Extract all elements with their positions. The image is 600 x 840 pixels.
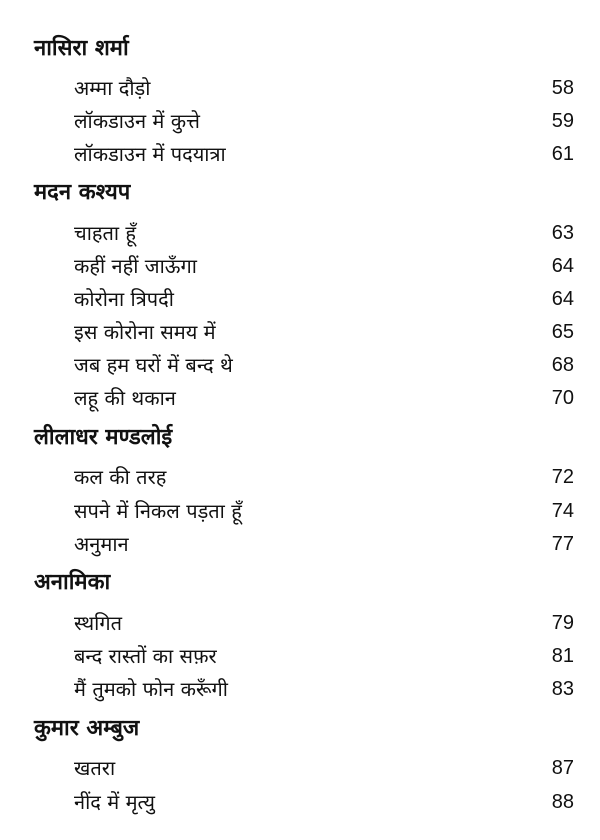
entry-page-number: 63 — [551, 222, 574, 244]
entry-page-number: 58 — [551, 77, 574, 99]
toc-entry — [74, 674, 574, 704]
entry-page-number: 68 — [551, 354, 574, 376]
entry-page-number: 81 — [551, 645, 574, 667]
entry-page-number: 70 — [551, 387, 574, 409]
entry-title: कहीं नहीं जाऊँगा — [74, 254, 197, 278]
toc-entry — [74, 641, 574, 671]
toc-entry — [74, 383, 574, 413]
toc-entry — [74, 251, 574, 281]
entry-page-number: 59 — [551, 110, 574, 132]
entry-title: कल की तरह — [74, 465, 167, 489]
toc-entry — [74, 787, 574, 817]
toc-entry — [74, 529, 574, 559]
entry-title: इस कोरोना समय में — [74, 320, 216, 344]
entry-title: लहू की थकान — [74, 386, 176, 410]
entry-title: लॉकडाउन में कुत्ते — [74, 109, 200, 133]
author-heading: अनामिका — [34, 570, 111, 595]
entry-page-number: 65 — [551, 321, 574, 343]
entry-title: चाहता हूँ — [74, 221, 137, 245]
entry-page-number: 77 — [551, 533, 574, 555]
entry-title: सपने में निकल पड़ता हूँ — [74, 499, 242, 523]
entry-title: अम्मा दौड़ो — [74, 76, 151, 100]
toc-entry — [74, 608, 574, 638]
toc-entry — [74, 753, 574, 783]
entry-title: जब हम घरों में बन्द थे — [74, 353, 233, 377]
entry-page-number: 83 — [551, 678, 574, 700]
toc-entry — [74, 73, 574, 103]
toc-entry — [74, 284, 574, 314]
toc-entry — [74, 218, 574, 248]
toc-entry — [74, 139, 574, 169]
entry-page-number: 61 — [551, 143, 574, 165]
entry-title: स्थगित — [74, 611, 122, 635]
entry-page-number: 87 — [551, 757, 574, 779]
toc-entry — [74, 106, 574, 136]
entry-page-number: 72 — [551, 466, 574, 488]
entry-title: लॉकडाउन में पदयात्रा — [74, 142, 226, 166]
entry-title: अनुमान — [74, 532, 129, 556]
entry-title: खतरा — [74, 756, 116, 780]
entry-page-number: 79 — [551, 612, 574, 634]
author-heading: कुमार अम्बुज — [34, 716, 140, 741]
toc-entry — [74, 350, 574, 380]
toc-entry — [74, 462, 574, 492]
entry-page-number: 64 — [551, 255, 574, 277]
author-heading: मदन कश्यप — [34, 180, 131, 205]
author-heading: नासिरा शर्मा — [34, 36, 129, 61]
entry-title: कोरोना त्रिपदी — [74, 287, 174, 311]
author-heading: लीलाधर मण्डलोई — [34, 425, 173, 450]
toc-entry — [74, 317, 574, 347]
entry-page-number: 64 — [551, 288, 574, 310]
entry-page-number: 74 — [551, 500, 574, 522]
entry-title: मैं तुमको फोन करूँगी — [74, 677, 228, 701]
entry-page-number: 88 — [551, 791, 574, 813]
toc-entry — [74, 496, 574, 526]
entry-title: नींद में मृत्यु — [74, 790, 155, 814]
entry-title: बन्द रास्तों का सफ़र — [74, 644, 217, 668]
